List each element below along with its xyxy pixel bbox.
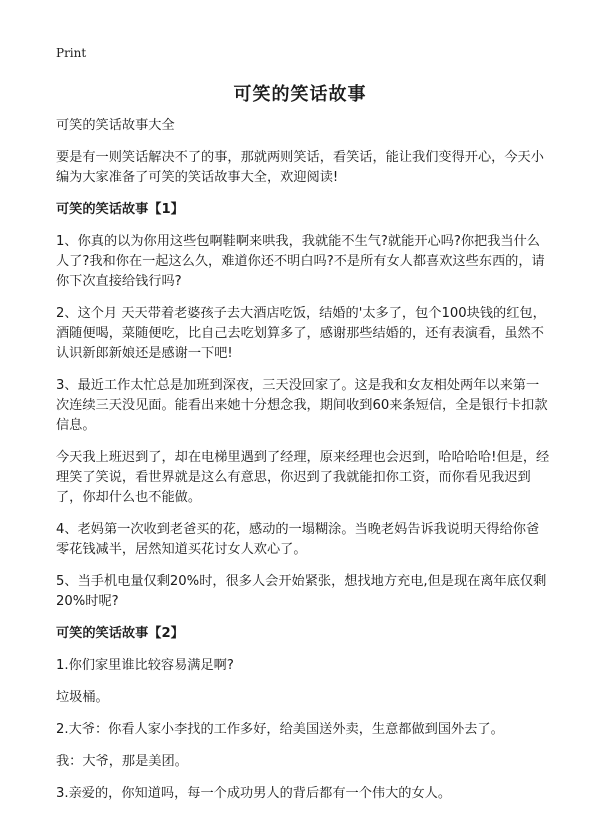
paragraph: 3.亲爱的，你知道吗，每一个成功男人的背后都有一个伟大的女人。 — [56, 786, 452, 801]
paragraph: 5、当手机电量仅剩20%时，很多人会开始紧张，想找地方充电,但是现在离年底仅剩20%时呢? — [56, 574, 547, 609]
paragraph: 3、最近工作太忙总是加班到深夜，三天没回家了。这是我和女友相处两年以来第一次连续三天没见面。能看出来她十分想念我，期间收到60来条短信，全是银行卡扣款信息。 — [56, 378, 548, 433]
intro-paragraph: 要是有一则笑话解决不了的事，那就两则笑话，看笑话，能让我们变得开心，今天小编为大家准备了可笑的笑话故事大全，欢迎阅读! — [56, 150, 544, 185]
paragraph: 今天我上班迟到了，却在电梯里遇到了经理，原来经理也会迟到，哈哈哈哈!但是，经理笑了笑说，看世界就是这么有意思，你迟到了我就能扣你工资，而你看见我迟到了，你却什么也不能做。 — [56, 450, 550, 505]
paragraph: 2、这个月 天天带着老婆孩子去大酒店吃饭，结婚的'太多了，包个100块钱的红包，酒随便喝，菜随便吃，比自己去吃划算多了，感谢那些结婚的，还有表演看，虽然不认识新郎新娘还是感谢一下吧! — [56, 306, 546, 361]
article-body — [56, 116, 552, 816]
paragraph: 垃圾桶。 — [56, 690, 109, 705]
paragraph: 1、你真的以为你用这些包啊鞋啊来哄我，我就能不生气?就能开心吗?你把我当什么人了?我和你在一起这么久，难道你还不明白吗?不是所有女人都喜欢这些东西的，请你下次直接给钱行吗? — [56, 234, 545, 289]
section-heading-1: 可笑的笑话故事【1】 — [56, 202, 184, 217]
print-link[interactable]: Print — [56, 46, 87, 60]
article-subtitle: 可笑的笑话故事大全 — [56, 118, 175, 133]
paragraph: 1.你们家里谁比较容易满足啊? — [56, 658, 234, 673]
page-title: 可笑的笑话故事 — [233, 84, 367, 105]
paragraph: 我：大爷，那是美团。 — [56, 754, 188, 769]
paragraph: 4、老妈第一次收到老爸买的花，感动的一塌糊涂。当晚老妈告诉我说明天得给你爸零花钱减半，居然知道买花讨女人欢心了。 — [56, 522, 540, 557]
paragraph: 2.大爷：你看人家小李找的工作多好，给美国送外卖，生意都做到国外去了。 — [56, 722, 504, 737]
section-heading-2: 可笑的笑话故事【2】 — [56, 626, 184, 641]
